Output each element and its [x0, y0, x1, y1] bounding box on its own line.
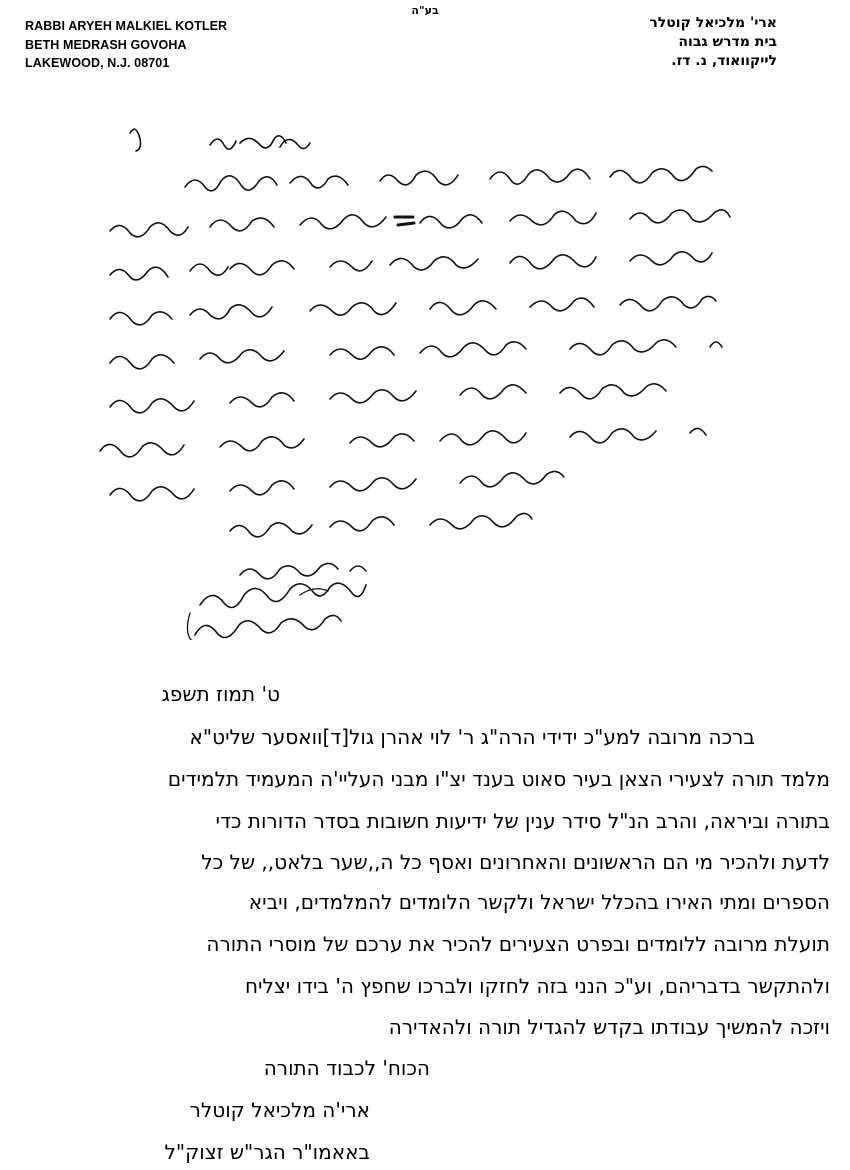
transcript-line: ויזכה להמשיך עבודתו בקדש להגדיל תורה ולהאדירה: [388, 1015, 830, 1039]
transcript-signature: ארי'ה מלכיאל קוטלר: [189, 1098, 370, 1122]
letterhead-hebrew-name: ארי' מלכיאל קוטלר: [649, 15, 777, 31]
transcript-closing: הכוח' לכבוד התורה: [263, 1056, 430, 1080]
transcript-line: לדעת ולהכיר מי הם הראשונים והאחרונים ואסף כל ה,,שער בלאט,, של כל: [201, 850, 830, 874]
transcript-line: בתורה וביראה, והרב הנ"ל סידר ענין של ידיעות חשובות בסדר הדורות כדי: [215, 809, 830, 833]
letterhead-english-location: LAKEWOOD, N.J. 08701: [25, 56, 170, 70]
letterhead-english-institution: BETH MEDRASH GOVOHA: [25, 37, 187, 52]
transcript-signer-title: באאמו"ר הגר"ש זצוק"ל: [164, 1140, 370, 1164]
letterhead-english-name: RABBI ARYEH MALKIEL KOTLER: [25, 19, 228, 33]
transcript-date: ט' תמוז תשפג: [161, 682, 280, 706]
bsd-heading: בע"ה: [411, 4, 439, 17]
transcript-line: תועלת מרובה ללומדים ובפרט הצעירים להכיר את ערכם של מוסרי התורה: [206, 932, 830, 956]
transcript-line: הספרים ומתי האירו בהכלל ישראל ולקשר הלומדים להמלמדים, ויביא: [248, 890, 830, 914]
transcript-line: ברכה מרובה למע"כ ידידי הרה"ג ר' לוי אהרן גול[ד]וואסער שליט"א: [189, 725, 755, 749]
letterhead-hebrew-institution: בית מדרש גבוה: [678, 34, 777, 50]
transcript-line: ולהתקשר בדבריהם, וע"כ הנני בזה לחזקו ולברכו שחפץ ה' בידו יצליח: [244, 974, 830, 998]
letterhead-hebrew-location: לייקוואוד, נ. דז.: [671, 53, 777, 69]
transcript-line: מלמד תורה לצעירי הצאן בעיר סאוט בענד יצ"ו מבני העליי'ה המעמיד תלמידים: [167, 767, 830, 791]
